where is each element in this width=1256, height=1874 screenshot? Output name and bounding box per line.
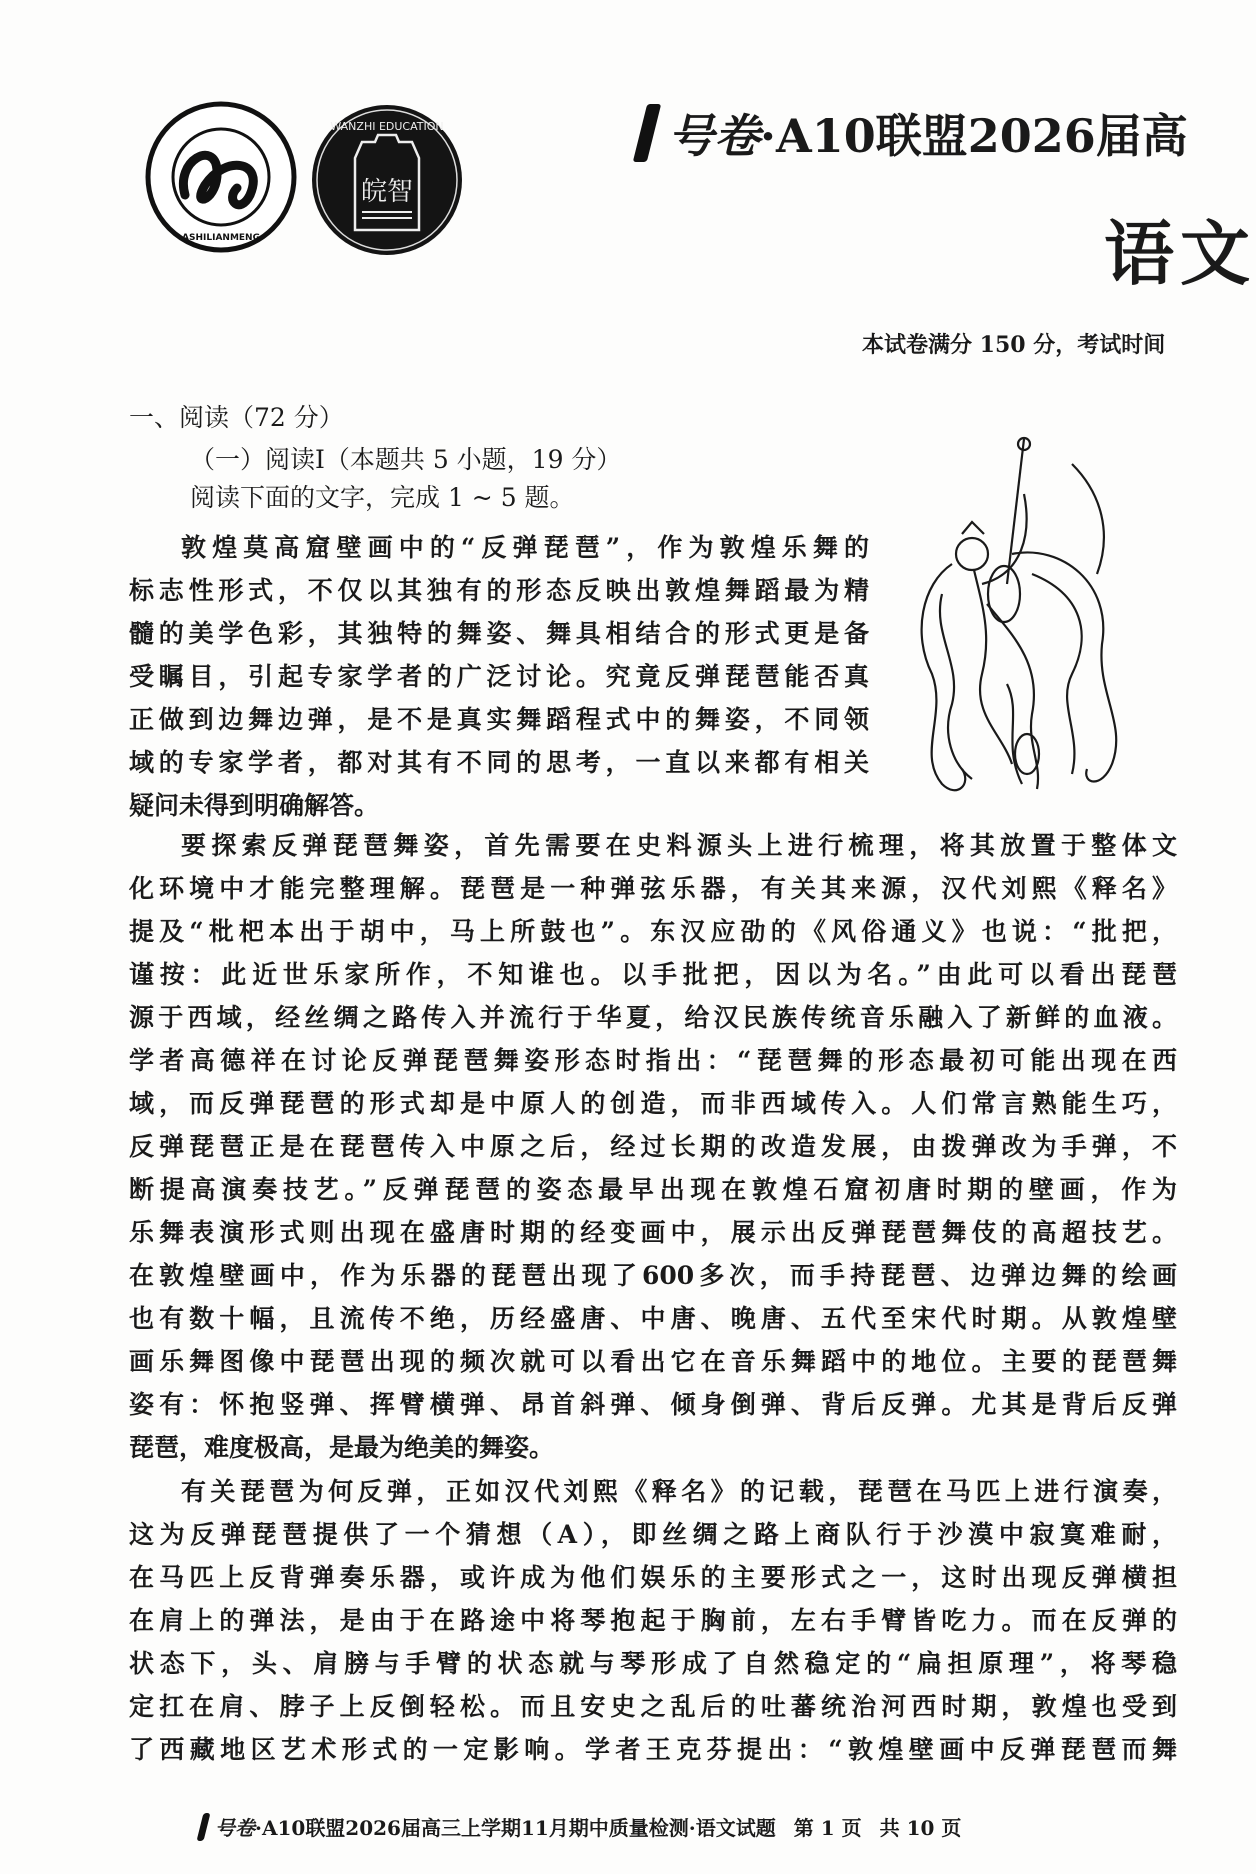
text-line: 乐舞表演形式则出现在盛唐时期的经变画中，展示出反弹琵琶舞伎的高超技艺。 bbox=[129, 1218, 1177, 1247]
section-subheading: （一）阅读Ⅰ（本题共 5 小题，19 分） bbox=[190, 445, 622, 474]
page-footer bbox=[200, 1812, 961, 1841]
text-line: 受瞩目，引起专家学者的广泛讨论。究竟反弹琵琶能否真 bbox=[129, 662, 869, 691]
text-line: 画乐舞图像中琵琶出现的频次就可以看出它在音乐舞蹈中的地位。主要的琵琶舞 bbox=[129, 1347, 1177, 1376]
text-line: 敦煌莫高窟壁画中的“反弹琵琶”，作为敦煌乐舞的 bbox=[181, 533, 869, 562]
text-line: 化环境中才能完整理解。琵琶是一种弹弦乐器，有关其来源，汉代刘熙《释名》 bbox=[129, 874, 1177, 903]
text-line: 定扛在肩、脖子上反倒轻松。而且安史之乱后的吐蕃统治河西时期，敦煌也受到 bbox=[129, 1692, 1177, 1721]
text-line: 了西藏地区艺术形式的一定影响。学者王克芬提出：“敦煌壁画中反弹琵琶而舞 bbox=[129, 1735, 1177, 1764]
text-line: 琵琶，难度极高，是最为绝美的舞姿。 bbox=[129, 1433, 555, 1462]
exam-title bbox=[640, 100, 1188, 166]
text-line: 这为反弹琵琶提供了一个猜想（A），即丝绸之路上商队行于沙漠中寂寞难耐， bbox=[129, 1520, 1177, 1549]
footer-title: ·A10联盟2026届高三上学期11月期中质量检测·语文试题 bbox=[255, 1816, 776, 1840]
paragraph-3 bbox=[129, 1470, 1177, 1771]
wanzhi-education-logo bbox=[310, 100, 465, 260]
footer-brand: 号卷 bbox=[215, 1816, 255, 1840]
instruction: 阅读下面的文字，完成 1 ~ 5 题。 bbox=[190, 483, 575, 512]
svg-text:WANZHI EDUCATION: WANZHI EDUCATION bbox=[330, 120, 444, 133]
text-line: 学者高德祥在讨论反弹琵琶舞姿形态时指出：“琵琶舞的形态最初可能出现在西 bbox=[129, 1046, 1177, 1075]
svg-text:皖智: 皖智 bbox=[360, 177, 414, 207]
text-line: 疑问未得到明确解答。 bbox=[129, 791, 380, 820]
fantan-pipa-dancer-illustration bbox=[912, 434, 1134, 806]
text-line: 域的专家学者，都对其有不同的思考，一直以来都有相关 bbox=[129, 748, 869, 777]
brush-mark-icon bbox=[633, 104, 661, 162]
text-line: 源于西域，经丝绸之路传入并流行于华夏，给汉民族传统音乐融入了新鲜的血液。 bbox=[129, 1003, 1177, 1032]
text-line: 在肩上的弹法，是由于在路途中将琴抱起于胸前，左右手臂皆吃力。而在反弹的 bbox=[129, 1606, 1177, 1635]
svg-text:ASHILIANMENG: ASHILIANMENG bbox=[182, 233, 260, 243]
section-heading: 一、阅读（72 分） bbox=[129, 403, 344, 432]
brand-name: 号卷 bbox=[668, 109, 760, 163]
page-number: 第 1 页 bbox=[793, 1816, 862, 1840]
text-line: 状态下，头、肩膀与手臂的状态就与琴形成了自然稳定的“扁担原理”，将琴稳 bbox=[129, 1649, 1177, 1678]
text-line: 断提高演奏技艺。”反弹琵琶的姿态最早出现在敦煌石窟初唐时期的壁画，作为 bbox=[129, 1175, 1177, 1204]
paragraph-1 bbox=[129, 526, 869, 827]
subject-title: 语文 bbox=[1104, 212, 1256, 295]
text-line: 要探索反弹琵琶舞姿，首先需要在史料源头上进行梳理，将其放置于整体文 bbox=[181, 831, 1177, 860]
page-total: 共 10 页 bbox=[879, 1816, 962, 1840]
text-line: 也有数十幅，且流传不绝，历经盛唐、中唐、晚唐、五代至宋代时期。从敦煌壁 bbox=[129, 1304, 1177, 1333]
text-line: 姿有：怀抱竖弹、挥臂横弹、昂首斜弹、倾身倒弹、背后反弹。尤其是背后反弹 bbox=[129, 1390, 1177, 1419]
alliance-logo bbox=[145, 100, 297, 255]
text-line: 在敦煌壁画中，作为乐器的琵琶出现了600多次，而手持琵琶、边弹边舞的绘画 bbox=[129, 1261, 1177, 1290]
brush-mark-icon bbox=[197, 1813, 211, 1841]
text-line: 反弹琵琶正是在琵琶传入中原之后，经过长期的改造发展，由拨弹改为手弹，不 bbox=[129, 1132, 1177, 1161]
exam-note: 本试卷满分 150 分，考试时间 bbox=[862, 332, 1166, 358]
text-line: 有关琵琶为何反弹，正如汉代刘熙《释名》的记载，琵琶在马匹上进行演奏， bbox=[181, 1477, 1177, 1506]
exam-title-text: ·A10联盟2026届高 bbox=[760, 109, 1188, 163]
text-line: 域，而反弹琵琶的形式却是中原人的创造，而非西域传入。人们常言熟能生巧， bbox=[129, 1089, 1177, 1118]
text-line: 正做到边舞边弹，是不是真实舞蹈程式中的舞姿，不同领 bbox=[129, 705, 869, 734]
paragraph-2 bbox=[129, 824, 1177, 1469]
text-line: 提及“枇杷本出于胡中，马上所鼓也”。东汉应劭的《风俗通义》也说：“批把， bbox=[129, 917, 1177, 946]
text-line: 标志性形式，不仅以其独有的形态反映出敦煌舞蹈最为精 bbox=[129, 576, 869, 605]
text-line: 髓的美学色彩，其独特的舞姿、舞具相结合的形式更是备 bbox=[129, 619, 869, 648]
text-line: 谨按：此近世乐家所作，不知谁也。以手批把，因以为名。”由此可以看出琵琶 bbox=[129, 960, 1177, 989]
text-line: 在马匹上反背弹奏乐器，或许成为他们娱乐的主要形式之一，这时出现反弹横担 bbox=[129, 1563, 1177, 1592]
